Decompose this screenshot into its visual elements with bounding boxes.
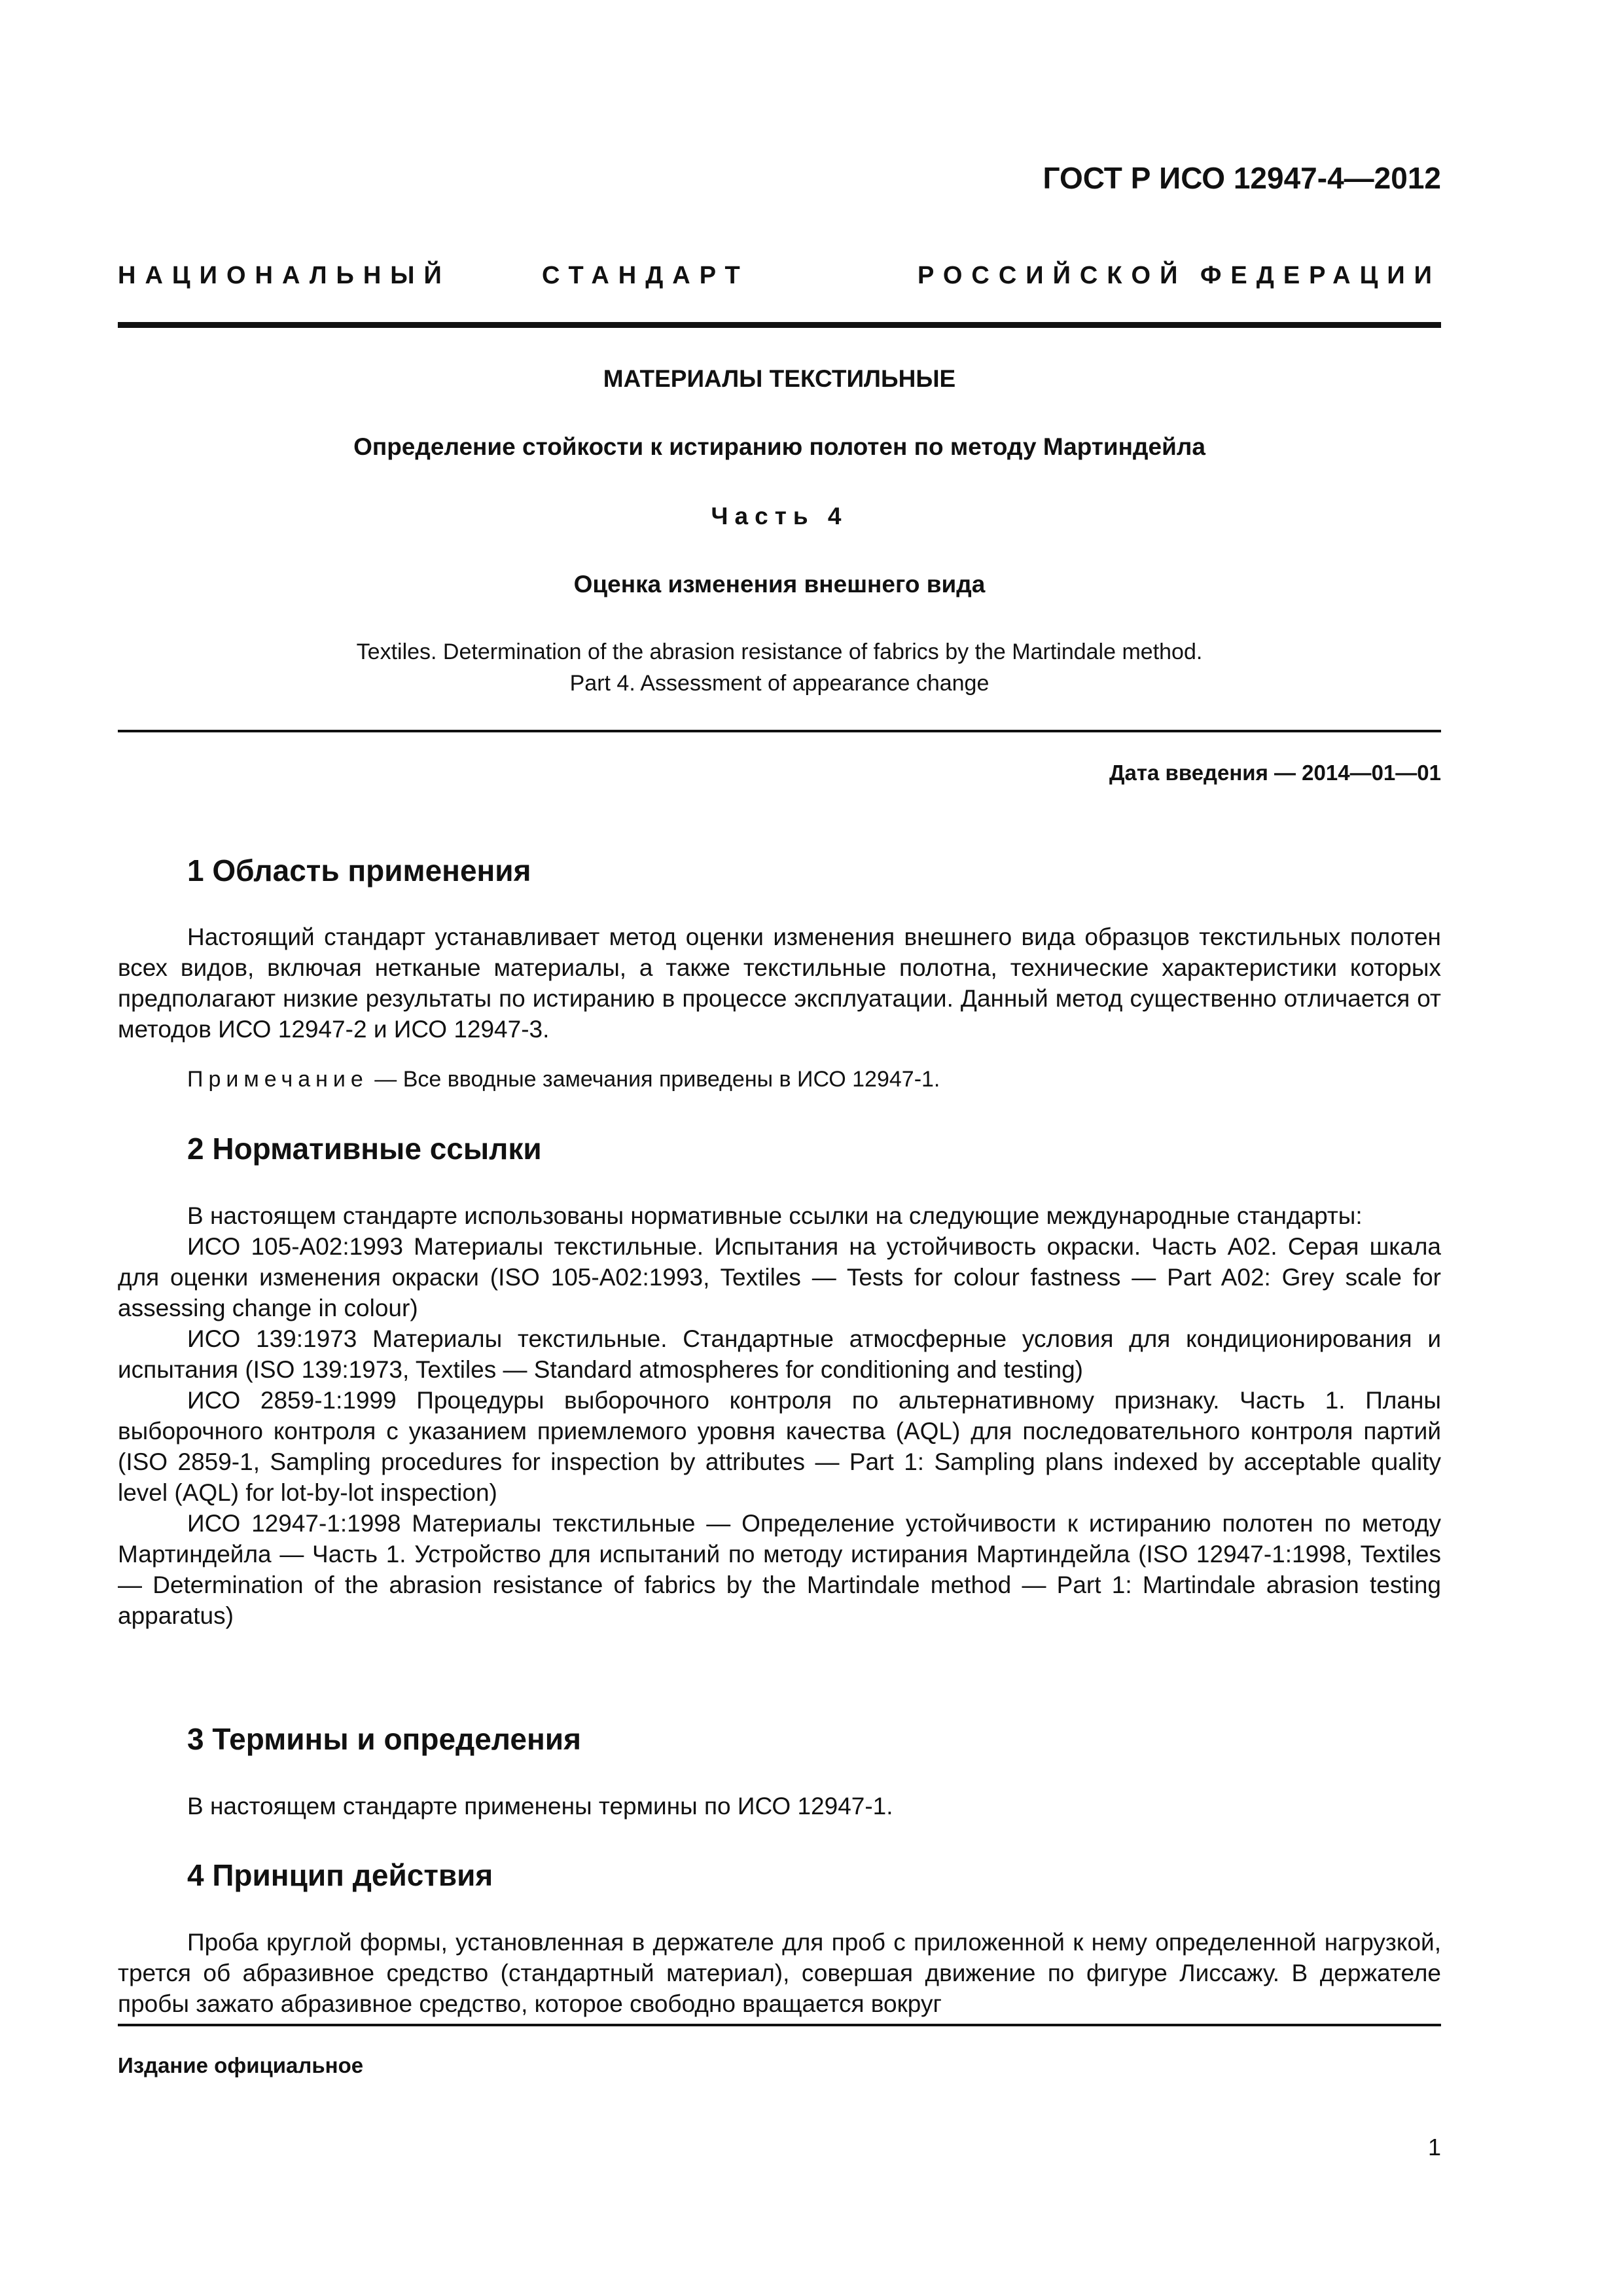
banner-word-3: РОССИЙСКОЙ [918,262,1187,289]
banner-word-1: НАЦИОНАЛЬНЫЙ [118,262,451,289]
header-divider [118,322,1441,328]
banner-word-4: ФЕДЕРАЦИИ [1200,262,1441,289]
english-title-line-1: Textiles. Determination of the abrasion resistance of fabrics by the Martindale method. [356,639,1203,664]
title-divider [118,730,1441,732]
note-text: — Все вводные замечания приведены в ИСО 12947-1. [368,1067,940,1092]
section-1-paragraph: Настоящий стандарт устанавливает метод оценки изменения внешнего вида образцов текстильных полотен всех видов, включая нетканые материалы, а также текстильные полотна, технические характеристики которых предполагают низкие результаты по истиранию в процессе эксплуатации. Данный метод существенно отличается от методов ИСО 12947-2 и ИСО 12947-3. [118,924,1441,1043]
section-1-heading: 1 Область применения [187,853,531,888]
page-number: 1 [1427,2134,1441,2161]
standard-code: ГОСТ Р ИСО 12947-4—2012 [1043,161,1441,195]
note-label: Примечание [187,1067,368,1092]
document-title: МАТЕРИАЛЫ ТЕКСТИЛЬНЫЕ [603,365,956,392]
section-4-paragraph: Проба круглой формы, установленная в держателе для проб с приложенной к нему определенной нагрузкой, трется об абразивное средство (стандартный материал), совершая движение по фигуре Лиссажу. В держателе пробы зажато абразивное средство, которое свободно вращается вокруг [118,1929,1441,2017]
section-3-body [118,1791,1441,1821]
reference-item: ИСО 139:1973 Материалы текстильные. Стандартные атмосферные условия для кондиционирования и испытания (ISO 139:1973, Textiles — Standard atmospheres for conditioning and testing) [118,1325,1441,1383]
english-title-line-2: Part 4. Assessment of appearance change [569,671,990,696]
official-edition-label: Издание официальное [118,2053,364,2077]
english-title [118,636,1441,699]
document-part-title: Оценка изменения внешнего вида [573,571,986,598]
reference-item: ИСО 12947-1:1998 Материалы текстильные — Определение устойчивости к истиранию полотен по методу Мартиндейла — Часть 1. Устройство для испытаний по методу истирания Мартиндейла (ISO 12947-1:1998, Textiles — Determination of the abrasion resistance of fabrics by the Martindale method — Part 1: Martindale abrasion testing apparatus) [118,1510,1441,1629]
introduction-date: Дата введения — 2014—01—01 [1109,761,1441,785]
reference-item: ИСО 2859-1:1999 Процедуры выборочного контроля по альтернативному признаку. Часть 1. Планы выборочного контроля с указанием приемлемого уровня качества (AQL) для последовательного контроля партий (ISO 2859-1, Sampling procedures for inspection by attributes — Part 1: Sampling plans indexed by acceptable quality level (AQL) for lot-by-lot inspection) [118,1387,1441,1506]
section-1-note [187,1067,940,1092]
section-4-heading: 4 Принцип действия [187,1858,493,1892]
section-3-heading: 3 Термины и определения [187,1722,581,1756]
section-1-body [118,922,1441,1045]
footer-divider [118,2024,1441,2026]
section-4-body [118,1927,1441,2019]
section-2-intro: В настоящем стандарте использованы нормативные ссылки на следующие международные стандарты: [187,1202,1363,1229]
document-subtitle: Определение стойкости к истиранию полотен по методу Мартиндейла [353,433,1205,460]
section-2-heading: 2 Нормативные ссылки [187,1132,542,1166]
section-3-paragraph: В настоящем стандарте применены термины по ИСО 12947-1. [187,1793,893,1820]
banner-word-2: СТАНДАРТ [542,262,749,289]
document-part: Часть 4 [711,503,848,529]
section-2-body [118,1200,1441,1631]
reference-item: ИСО 105-A02:1993 Материалы текстильные. Испытания на устойчивость окраски. Часть А02. Серая шкала для оценки изменения окраски (ISO 105-A02:1993, Textiles — Tests for colour fastness — Part A02: Grey scale for assessing change in colour) [118,1233,1441,1321]
